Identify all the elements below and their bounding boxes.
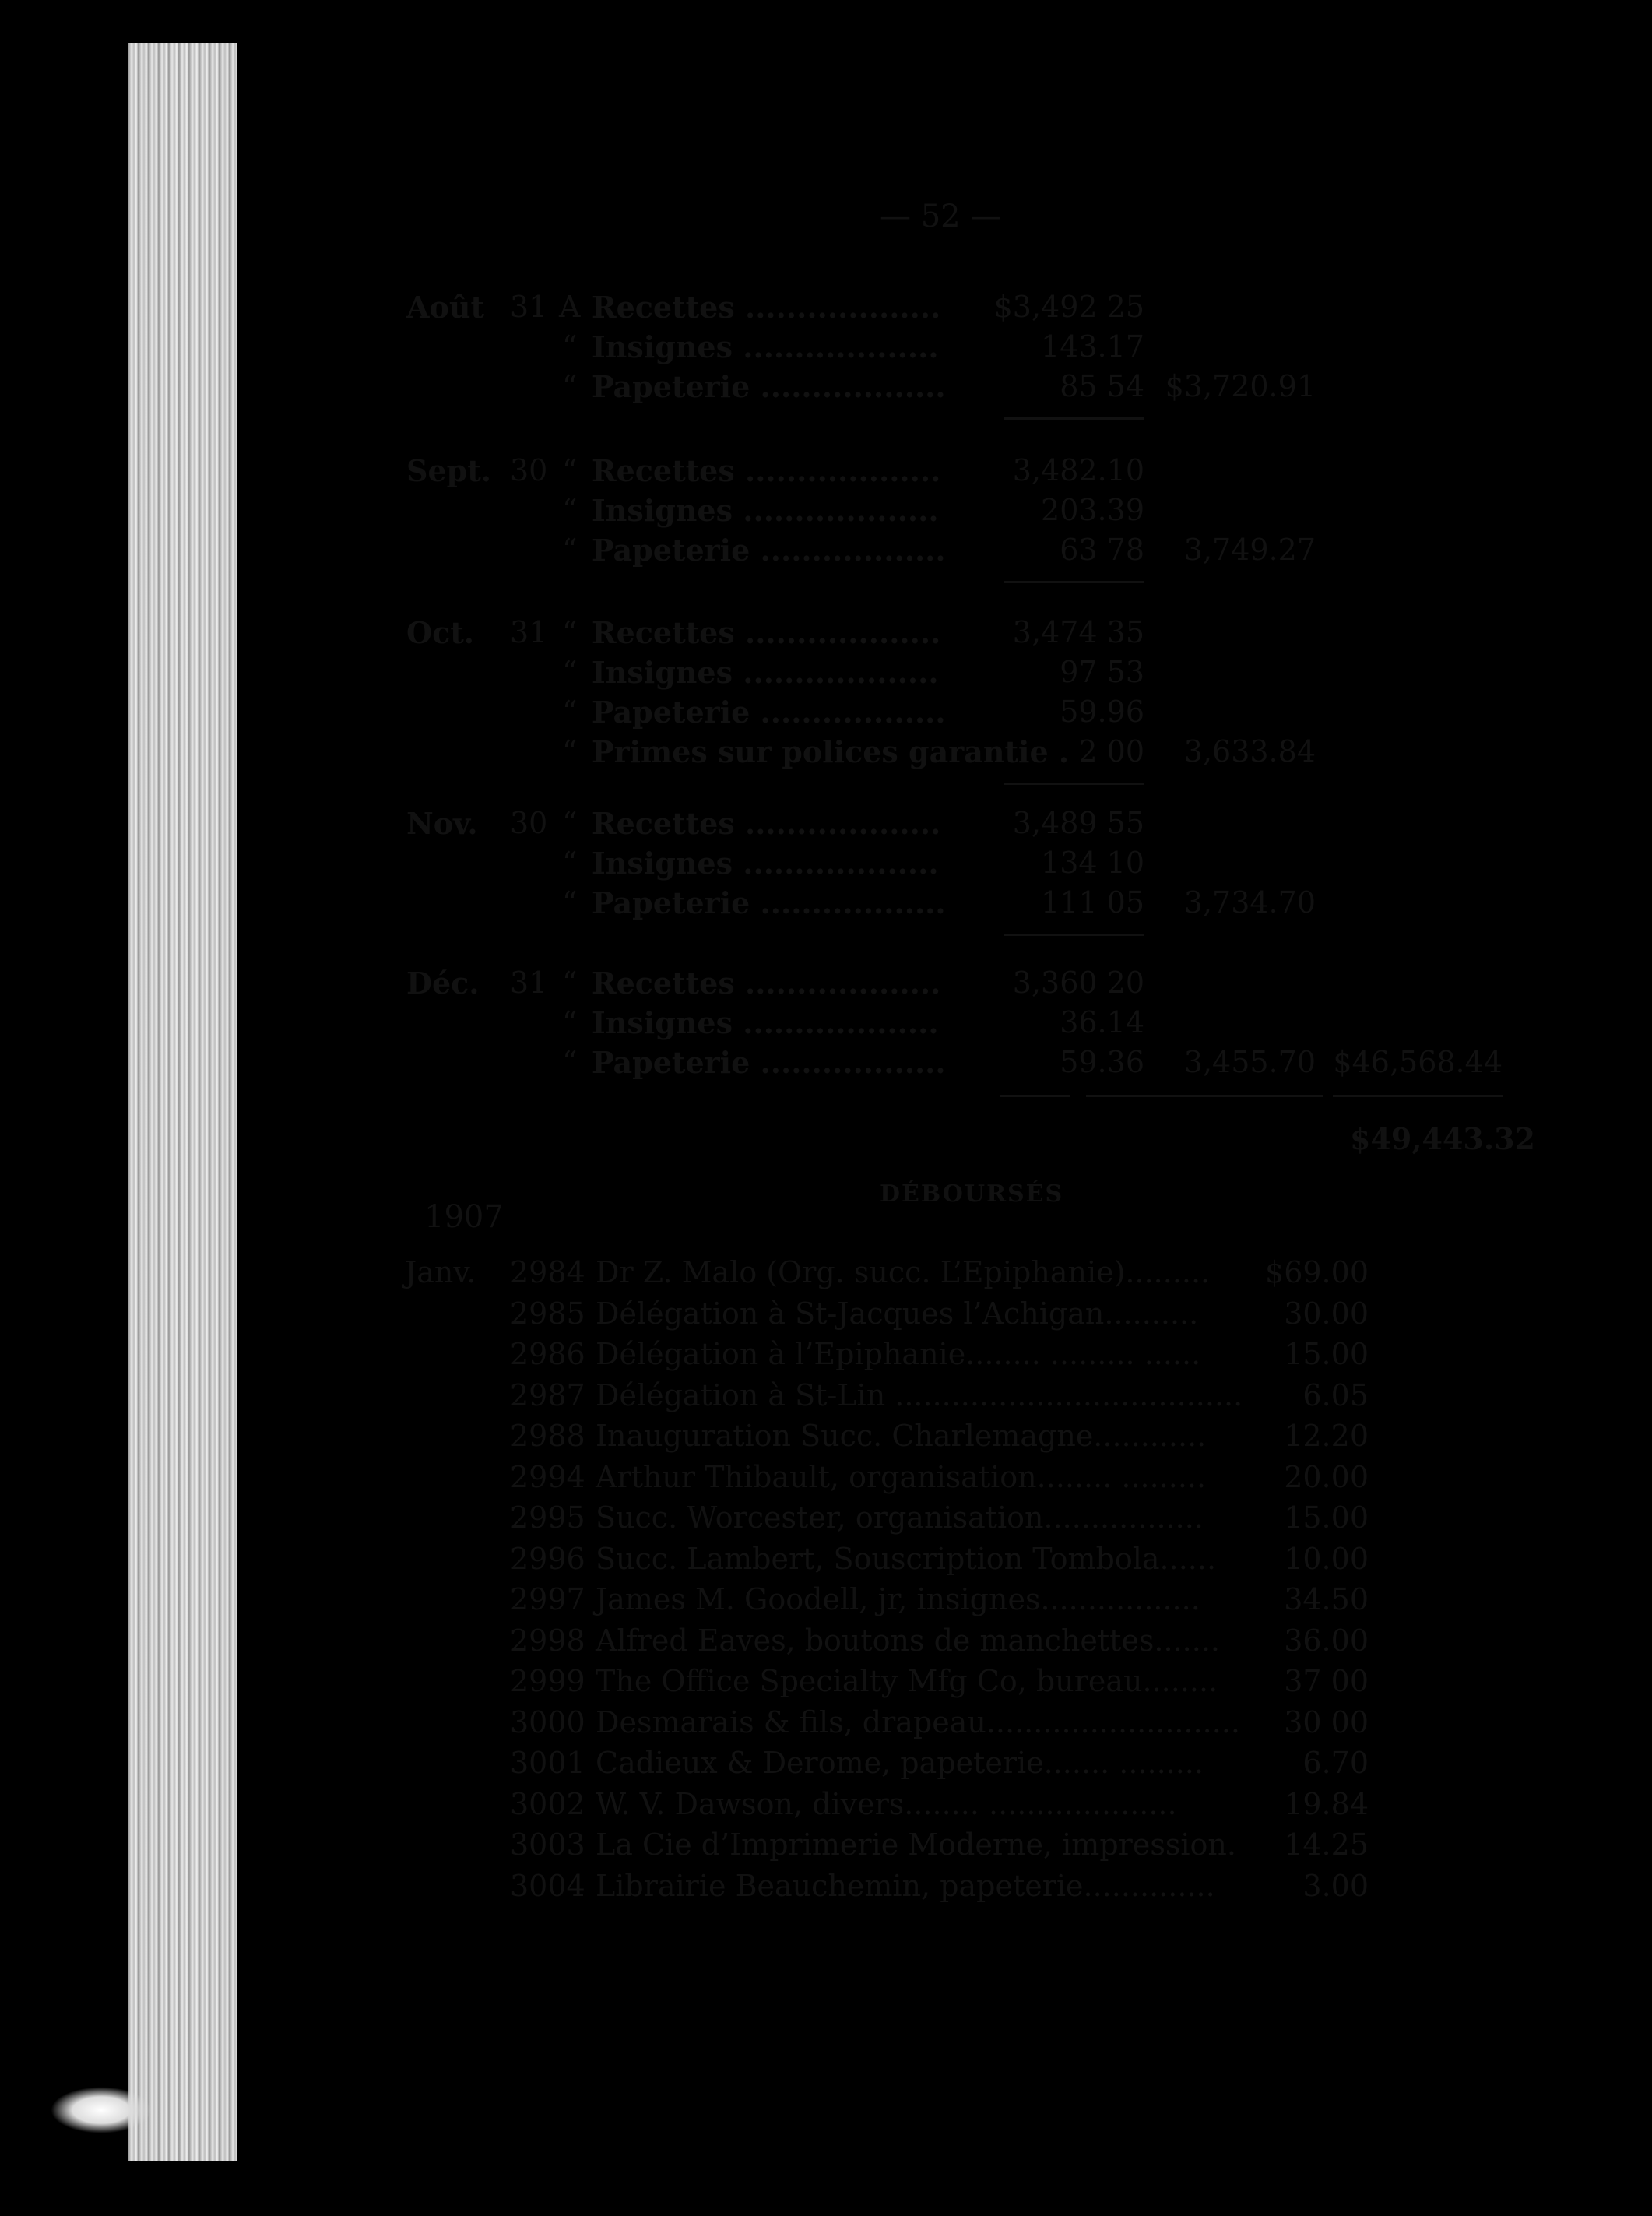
- disbursement-number: 2999: [510, 1664, 585, 1698]
- receipt-amount: 3,482.10: [1012, 453, 1144, 487]
- receipt-ditto: “: [562, 329, 578, 364]
- receipt-amount: 111 05: [1041, 885, 1144, 920]
- receipt-label: Recettes ...................: [592, 615, 941, 650]
- amount-rule: [1004, 934, 1144, 936]
- amount-rule: [1000, 1095, 1070, 1097]
- disbursement-description: Délégation à St-Lin .....................................: [596, 1377, 1243, 1412]
- receipt-label: Insignes ...................: [592, 1005, 939, 1040]
- disbursement-description: Dr Z. Malo (Org. succ. L’Epiphanie).........: [596, 1255, 1211, 1289]
- receipt-label: Papeterie ..................: [592, 369, 946, 404]
- receipt-subtotal: 3,749.27: [1183, 533, 1316, 567]
- disbursements-month: Janv.: [405, 1255, 476, 1289]
- disbursement-number: 3002: [510, 1786, 585, 1821]
- receipt-amount: 134 10: [1041, 846, 1144, 880]
- receipt-ditto: “: [562, 493, 578, 527]
- disbursement-description: James M. Goodell, jr, insignes.................: [596, 1582, 1200, 1616]
- receipt-ditto: “: [562, 966, 578, 1000]
- receipt-subtotal: 3,633.84: [1183, 734, 1316, 769]
- receipt-label: Insignes ...................: [592, 846, 939, 881]
- grand-total: $49,443.32: [1350, 1121, 1535, 1156]
- receipt-ditto: “: [562, 885, 578, 920]
- receipt-label: Insignes ...................: [592, 655, 939, 690]
- disbursement-number: 2987: [510, 1377, 585, 1412]
- receipt-label: Papeterie ..................: [592, 1045, 946, 1080]
- receipt-label: Recettes ...................: [592, 453, 941, 488]
- receipt-ditto: “: [562, 1005, 578, 1039]
- disbursements-year: 1907: [424, 1199, 504, 1235]
- receipt-amount: 2 00: [1078, 734, 1144, 769]
- disbursement-number: 2984: [510, 1255, 585, 1289]
- receipt-label: Papeterie ..................: [592, 885, 946, 920]
- receipt-label: Primes sur polices garantie .: [592, 734, 1070, 769]
- receipt-amount: 59.96: [1060, 695, 1144, 729]
- disbursement-number: 3000: [510, 1704, 585, 1739]
- disbursement-number: 3001: [510, 1746, 585, 1780]
- receipt-label: Recettes ...................: [592, 290, 941, 325]
- disbursements-heading: DÉBOURSÉS: [880, 1180, 1064, 1208]
- receipt-month: Sept.: [406, 453, 491, 488]
- amount-rule: [1004, 581, 1144, 583]
- disbursement-amount: 37 00: [1284, 1664, 1369, 1698]
- receipt-label: Insignes ...................: [592, 329, 939, 364]
- total-rule: [1333, 1095, 1503, 1097]
- disbursement-amount: 14.25: [1284, 1827, 1369, 1862]
- receipt-amount: 203.39: [1041, 493, 1144, 527]
- disbursement-description: La Cie d’Imprimerie Moderne, impression.: [596, 1827, 1236, 1862]
- receipt-ditto: “: [562, 806, 578, 840]
- receipt-label: Recettes ...................: [592, 806, 941, 841]
- receipt-subtotal: $3,720.91: [1165, 369, 1316, 403]
- disbursement-description: Délégation à St-Jacques l’Achigan..........: [596, 1296, 1199, 1331]
- receipt-ditto: “: [562, 615, 578, 649]
- receipt-month: Oct.: [406, 615, 475, 650]
- receipt-ditto: “: [562, 734, 578, 769]
- disbursement-description: The Office Specialty Mfg Co, bureau........: [596, 1664, 1218, 1698]
- receipt-amount: 85 54: [1060, 369, 1144, 403]
- book-page-edge: [128, 43, 237, 2161]
- disbursement-description: Arthur Thibault, organisation........ .........: [596, 1459, 1207, 1494]
- disbursement-number: 2986: [510, 1337, 585, 1371]
- page-number: — 52 —: [880, 199, 1002, 234]
- disbursement-number: 2988: [510, 1419, 585, 1453]
- amount-rule: [1004, 783, 1144, 785]
- disbursement-amount: 6.05: [1302, 1377, 1369, 1412]
- receipt-day: 30: [510, 453, 548, 487]
- disbursement-amount: 6.70: [1302, 1746, 1369, 1780]
- receipt-ditto: “: [562, 453, 578, 487]
- disbursement-amount: $69.00: [1265, 1255, 1369, 1289]
- disbursement-description: Alfred Eaves, boutons de manchettes.......: [596, 1623, 1220, 1658]
- receipt-label: Insignes ...................: [592, 493, 939, 528]
- receipt-day: 31: [510, 615, 548, 649]
- receipt-ditto: “: [562, 695, 578, 729]
- receipt-amount: 59.36: [1060, 1045, 1144, 1079]
- disbursement-number: 2996: [510, 1541, 585, 1576]
- disbursement-description: Succ. Worcester, organisation.................: [596, 1500, 1204, 1535]
- receipt-month: Déc.: [406, 966, 480, 1001]
- receipt-ditto: “: [562, 655, 578, 689]
- disbursement-number: 3004: [510, 1868, 585, 1903]
- receipt-day: 31: [510, 966, 548, 1000]
- receipt-ditto: “: [562, 533, 578, 567]
- receipt-amount: 36.14: [1060, 1005, 1144, 1039]
- disbursement-number: 2994: [510, 1459, 585, 1494]
- receipt-subtotal: 3,455.70: [1183, 1045, 1316, 1079]
- receipt-label: Papeterie ..................: [592, 695, 946, 730]
- receipt-ditto: “: [562, 1045, 578, 1079]
- disbursement-amount: 36.00: [1284, 1623, 1369, 1658]
- receipt-amount: 3,489 55: [1012, 806, 1144, 840]
- disbursement-amount: 30 00: [1284, 1704, 1369, 1739]
- receipt-amount: 3,474 35: [1012, 615, 1144, 649]
- disbursement-amount: 34.50: [1284, 1582, 1369, 1616]
- disbursement-description: Librairie Beauchemin, papeterie..............: [596, 1868, 1215, 1903]
- amount-rule: [1004, 417, 1144, 420]
- receipt-ditto: “: [562, 369, 578, 403]
- disbursement-amount: 30.00: [1284, 1296, 1369, 1331]
- disbursement-description: Cadieux & Derome, papeterie....... .........: [596, 1746, 1204, 1780]
- disbursement-amount: 3.00: [1302, 1868, 1369, 1903]
- receipt-day: 30: [510, 806, 548, 840]
- receipt-label: Papeterie ..................: [592, 533, 946, 568]
- scan-smudge: [51, 2087, 152, 2133]
- disbursement-number: 3003: [510, 1827, 585, 1862]
- receipt-amount: 143.17: [1041, 329, 1144, 364]
- disbursement-amount: 19.84: [1284, 1786, 1369, 1821]
- disbursement-number: 2997: [510, 1582, 585, 1616]
- disbursement-description: Inauguration Succ. Charlemagne............: [596, 1419, 1207, 1453]
- disbursement-amount: 15.00: [1284, 1337, 1369, 1371]
- disbursement-number: 2985: [510, 1296, 585, 1331]
- disbursement-description: Desmarais & fils, drapeau...........................: [596, 1704, 1240, 1739]
- disbursement-amount: 10.00: [1284, 1541, 1369, 1576]
- receipt-month: Nov.: [406, 806, 478, 841]
- receipt-amount: 97 53: [1060, 655, 1144, 689]
- disbursement-number: 2995: [510, 1500, 585, 1535]
- disbursement-description: W. V. Dawson, divers........ ....................: [596, 1786, 1177, 1821]
- receipt-amount: 63 78: [1060, 533, 1144, 567]
- disbursement-number: 2998: [510, 1623, 585, 1658]
- disbursement-description: Délégation à l’Epiphanie........ ......... ......: [596, 1337, 1201, 1371]
- receipt-amount: 3,360 20: [1012, 966, 1144, 1000]
- amount-rule: [1086, 1095, 1323, 1097]
- receipt-month: Août: [406, 290, 485, 325]
- disbursement-amount: 15.00: [1284, 1500, 1369, 1535]
- receipt-total: $46,568.44: [1333, 1045, 1503, 1079]
- receipt-day: 31: [510, 290, 548, 324]
- receipt-subtotal: 3,734.70: [1183, 885, 1316, 920]
- disbursement-amount: 12.20: [1284, 1419, 1369, 1453]
- receipt-ditto: “: [562, 846, 578, 880]
- receipt-ditto: A: [559, 290, 581, 324]
- receipt-amount: $3,492 25: [993, 290, 1144, 324]
- disbursement-description: Succ. Lambert, Souscription Tombola......: [596, 1541, 1217, 1576]
- receipt-label: Recettes ...................: [592, 966, 941, 1001]
- disbursement-amount: 20.00: [1284, 1459, 1369, 1494]
